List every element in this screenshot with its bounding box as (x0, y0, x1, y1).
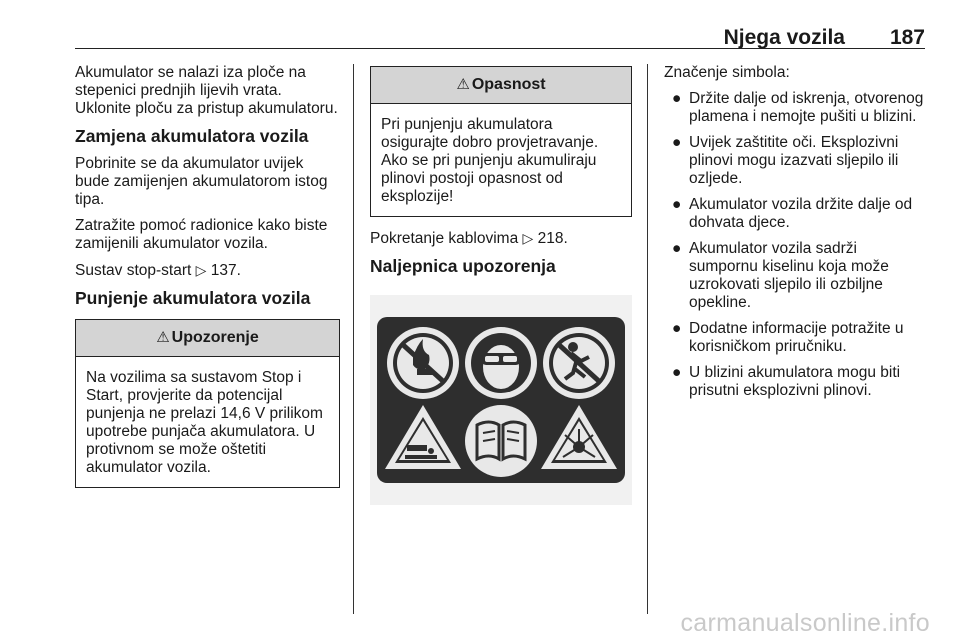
battery-location-text: Akumulator se nalazi iza ploče na stepenici prednjih lijevih vrata. Uklonite ploču za pristup akumulatoru. (75, 64, 338, 117)
danger-title: Opasnost (471, 76, 546, 93)
danger-triangle-icon: ⚠ (456, 76, 470, 93)
jump-start-label: Pokretanje kablovima (370, 230, 519, 247)
eye-protection-icon (465, 327, 537, 399)
heading-battery-replacement: Zamjena akumulatora vozila (75, 126, 309, 146)
column-left (75, 64, 340, 500)
bullet-icon: ● (672, 320, 682, 337)
list-item: ● Uvijek zaštitite oči. Eksplozivni plinovi mogu izazvati sljepilo ili ozljede. (672, 134, 899, 187)
bullet-icon: ● (672, 90, 682, 107)
keep-away-children-icon (543, 327, 615, 399)
no-open-flame-icon (387, 327, 459, 399)
bullet-icon: ● (672, 240, 682, 257)
danger-header (371, 67, 631, 104)
symbols-intro: Značenje simbola: (664, 64, 790, 81)
heading-warning-label: Naljepnica upozorenja (370, 256, 556, 276)
page-header (75, 24, 925, 49)
watermark: carmanualsonline.info (680, 609, 930, 637)
column-right (664, 64, 926, 408)
stop-start-page-link[interactable]: 137. (210, 262, 241, 279)
page-number: 187 (889, 26, 925, 49)
jump-start-reference (370, 229, 632, 248)
column-divider-2 (647, 64, 648, 614)
page-title: Njega vozila (723, 26, 845, 49)
warning-header (76, 320, 339, 357)
warning-triangle-icon: ⚠ (156, 329, 170, 346)
jump-start-page-link[interactable]: 218. (537, 230, 568, 247)
replacement-text-2: Zatražite pomoć radionice kako biste zamijenili akumulator vozila. (75, 217, 328, 252)
danger-text: Pri punjenju akumulatora osigurajte dobro provjetravanje. Ako se pri punjenju akumuliraju plinovi postoji opasnost od eksplozije! (381, 116, 599, 205)
stop-start-label: Sustav stop-start (75, 262, 192, 279)
bullet-icon: ● (672, 134, 682, 151)
bullet-icon: ● (672, 364, 682, 381)
read-manual-icon (465, 405, 537, 477)
warning-box (75, 319, 340, 488)
list-item: ● Akumulator vozila sadrži sumpornu kiselinu koja može uzrokovati sljepilo ili ozbiljne opekline. (672, 240, 889, 311)
replacement-text-1: Pobrinite se da akumulator uvijek bude zamijenjen akumulatorom istog tipa. (75, 155, 328, 208)
warning-text: Na vozilima sa sustavom Stop i Start, provjerite da potencijal punjenja ne prelazi 14,6 V prilikom upotrebe punjača akumulatora. U protivnom se može oštetiti akumulator vozila. (86, 369, 323, 476)
warning-title: Upozorenje (171, 329, 259, 346)
column-middle (370, 64, 632, 505)
page-ref-arrow-icon: ▷ (195, 262, 207, 278)
symbol-meaning-list (664, 90, 926, 400)
explosive-gas-icon (541, 405, 617, 469)
danger-box (370, 66, 632, 217)
page-ref-arrow-icon: ▷ (522, 230, 534, 246)
bullet-icon: ● (672, 196, 682, 213)
corrosive-acid-icon (385, 405, 461, 469)
column-divider-1 (353, 64, 354, 614)
warning-label-panel (377, 317, 625, 483)
list-item: ● U blizini akumulatora mogu biti prisutni eksplozivni plinovi. (672, 364, 901, 399)
list-item: ● Držite dalje od iskrenja, otvorenog plamena i nemojte pušiti u blizini. (672, 90, 924, 125)
stop-start-reference (75, 261, 340, 280)
warning-symbols (377, 317, 625, 483)
list-item: ● Akumulator vozila držite dalje od dohvata djece. (672, 196, 913, 231)
battery-warning-label-image (370, 295, 632, 505)
heading-battery-charging: Punjenje akumulatora vozila (75, 288, 311, 308)
list-item: ● Dodatne informacije potražite u korisničkom priručniku. (672, 320, 904, 355)
